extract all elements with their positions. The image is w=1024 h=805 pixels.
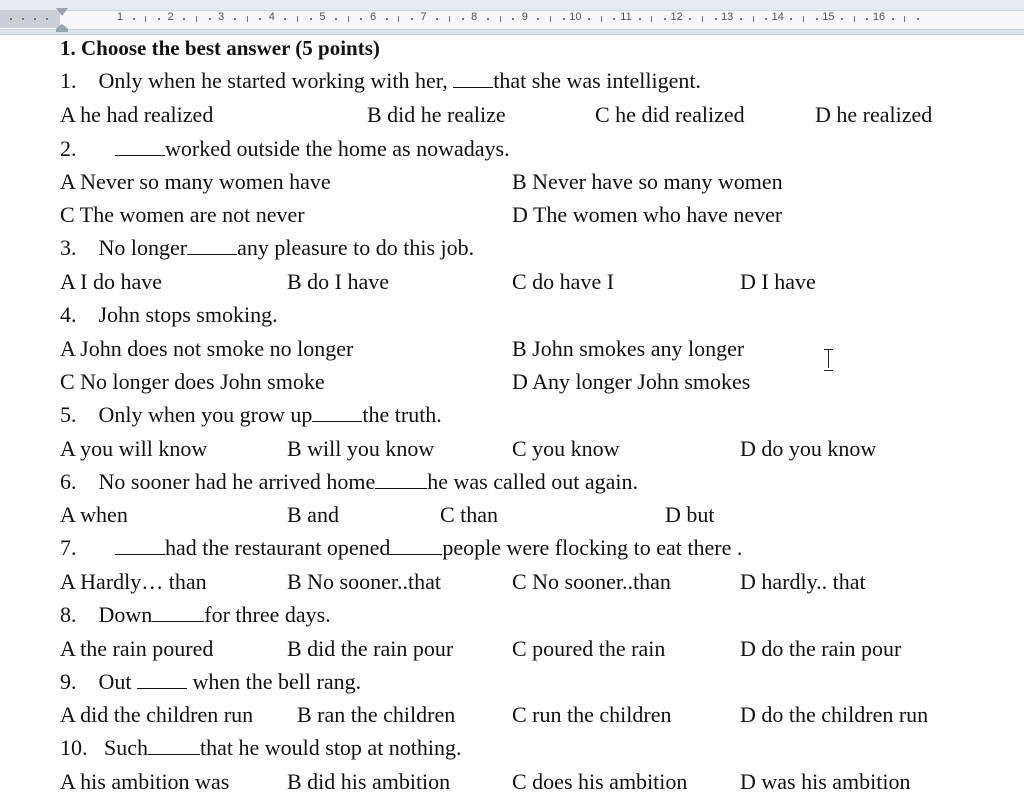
question-4: [60, 302, 278, 328]
ruler-half-tick: [904, 16, 905, 22]
answer-blank: [115, 137, 165, 156]
question-9: [60, 669, 361, 695]
ruler-quarter-dot: [664, 18, 666, 20]
ruler-number: 7: [420, 11, 427, 23]
ruler-quarter-dot: [613, 18, 615, 20]
ruler-half-tick: [803, 16, 804, 22]
question-number: 1.: [60, 68, 77, 93]
first-line-indent-marker[interactable]: [56, 8, 68, 16]
question-text: John stops smoking.: [98, 302, 278, 327]
option-c[interactable]: C than: [440, 502, 499, 527]
question-number: 7.: [60, 535, 77, 560]
question-8: [60, 602, 331, 628]
answer-blank: [312, 403, 362, 422]
question-number: 8.: [60, 602, 77, 627]
option-b[interactable]: B ran the children: [297, 702, 456, 727]
ruler-number: 14: [771, 11, 784, 23]
ruler-half-tick: [348, 16, 349, 22]
option-a[interactable]: A the rain poured: [60, 636, 214, 661]
option-d[interactable]: D but: [665, 502, 715, 527]
ruler-half-tick: [550, 16, 551, 22]
question-text: No longer: [98, 235, 188, 260]
ruler-quarter-dot: [335, 18, 337, 20]
question-number: 4.: [60, 302, 77, 327]
document-page[interactable]: [0, 34, 1024, 805]
question-7: [60, 535, 742, 561]
option-c[interactable]: C poured the rain: [512, 636, 666, 661]
question-text: that she was intelligent.: [493, 68, 701, 93]
answer-blank: [148, 736, 200, 755]
option-d[interactable]: D I have: [740, 269, 816, 294]
ruler-half-tick: [449, 16, 450, 22]
question-text: Such: [104, 735, 148, 760]
ruler-half-tick: [145, 16, 146, 22]
option-a[interactable]: A he had realized: [60, 102, 214, 127]
option-b[interactable]: B John smokes any longer: [512, 336, 745, 361]
question-10: [60, 735, 462, 761]
ruler-number: 10: [569, 11, 582, 23]
option-c[interactable]: C No sooner..than: [512, 569, 671, 594]
option-b[interactable]: B do I have: [287, 269, 390, 294]
answer-blank: [375, 470, 427, 489]
question-text: Out: [98, 669, 137, 694]
ruler-half-tick: [651, 16, 652, 22]
question-text: Only when you grow up: [98, 402, 313, 427]
question-text: worked outside the home as nowadays.: [165, 136, 510, 161]
ruler-number: 4: [268, 11, 275, 23]
ruler-quarter-dot: [790, 18, 792, 20]
ruler-half-tick: [753, 16, 754, 22]
answer-blank: [115, 536, 165, 555]
ruler-left-margin: [0, 10, 60, 28]
question-3: [60, 235, 474, 261]
option-d[interactable]: D The women who have never: [512, 202, 783, 227]
ruler-quarter-dot: [209, 18, 211, 20]
ruler-number: 16: [872, 11, 886, 23]
option-c[interactable]: C do have I: [512, 269, 615, 294]
option-b[interactable]: B did he realize: [367, 102, 506, 127]
ruler-quarter-dot: [436, 18, 438, 20]
option-a[interactable]: A when: [60, 502, 128, 527]
ruler-number: 5: [319, 11, 326, 23]
option-d[interactable]: D was his ambition: [740, 769, 911, 794]
ruler-quarter-dot: [46, 18, 48, 20]
question-text: for three days.: [204, 602, 331, 627]
question-text: had the restaurant opened: [165, 535, 391, 560]
option-b[interactable]: B did his ambition: [287, 769, 451, 794]
option-c[interactable]: C No longer does John smoke: [60, 369, 325, 394]
question-text: Only when he started working with her,: [98, 68, 454, 93]
question-number: 9.: [60, 669, 77, 694]
ruler-number: 1: [116, 11, 124, 23]
option-d[interactable]: D hardly.. that: [740, 569, 866, 594]
ruler-half-tick: [247, 16, 248, 22]
ruler-half-tick: [601, 16, 602, 22]
ruler-number: 15: [822, 11, 835, 23]
option-c[interactable]: C run the children: [512, 702, 672, 727]
option-d[interactable]: D do the children run: [740, 702, 929, 727]
ruler[interactable]: [0, 0, 1024, 35]
ruler-quarter-dot: [816, 18, 818, 20]
ruler-quarter-dot: [183, 18, 185, 20]
option-a[interactable]: A you will know: [60, 436, 208, 461]
question-number: 10.: [60, 735, 88, 760]
ruler-quarter-dot: [158, 18, 160, 20]
option-b[interactable]: B and: [287, 502, 339, 527]
section-title: 1. Choose the best answer (5 points): [60, 36, 380, 60]
ruler-half-tick: [702, 16, 703, 22]
question-text: Down: [98, 602, 153, 627]
option-d[interactable]: D do the rain pour: [740, 636, 902, 661]
ruler-quarter-dot: [411, 18, 413, 20]
question-number: 3.: [60, 235, 77, 260]
option-a[interactable]: A his ambition was: [60, 769, 230, 794]
question-text: No sooner had he arrived home: [98, 469, 376, 494]
ruler-quarter-dot: [537, 18, 539, 20]
ruler-number: 12: [670, 11, 683, 23]
ruler-half-tick: [500, 16, 501, 22]
ruler-quarter-dot: [765, 18, 767, 20]
option-b[interactable]: B Never have so many women: [512, 169, 783, 194]
question-text: people were flocking to eat there .: [442, 535, 743, 560]
ruler-quarter-dot: [360, 18, 362, 20]
ruler-track: [0, 10, 1024, 30]
ruler-quarter-dot: [715, 18, 717, 20]
answer-blank: [152, 603, 204, 622]
option-c[interactable]: C does his ambition: [512, 769, 688, 794]
ruler-quarter-dot: [34, 18, 36, 20]
ruler-half-tick: [398, 16, 399, 22]
option-d[interactable]: D Any longer John smokes: [512, 369, 751, 394]
ruler-quarter-dot: [234, 18, 236, 20]
ruler-quarter-dot: [639, 18, 641, 20]
option-a[interactable]: A did the children run: [60, 702, 254, 727]
ruler-quarter-dot: [310, 18, 312, 20]
question-2: [60, 136, 510, 162]
ruler-number: 11: [620, 11, 632, 23]
question-text: when the bell rang.: [187, 669, 362, 694]
option-b[interactable]: B did the rain pour: [287, 636, 454, 661]
question-text: the truth.: [362, 402, 442, 427]
ruler-quarter-dot: [487, 18, 489, 20]
question-6: [60, 469, 638, 495]
ruler-quarter-dot: [259, 18, 261, 20]
ruler-quarter-dot: [563, 18, 565, 20]
option-d[interactable]: D he realized: [815, 102, 933, 127]
ruler-quarter-dot: [284, 18, 286, 20]
ruler-quarter-dot: [917, 18, 919, 20]
question-text: that he would stop at nothing.: [200, 735, 462, 760]
question-text: any pleasure to do this job.: [237, 235, 475, 260]
option-d[interactable]: D do you know: [740, 436, 877, 461]
option-a[interactable]: A Hardly… than: [60, 569, 207, 594]
ruler-quarter-dot: [892, 18, 894, 20]
option-c[interactable]: C The women are not never: [60, 202, 305, 227]
option-a[interactable]: A I do have: [60, 269, 163, 294]
option-a[interactable]: A John does not smoke no longer: [60, 336, 354, 361]
option-c[interactable]: C he did realized: [595, 102, 745, 127]
ruler-half-tick: [196, 16, 197, 22]
ruler-quarter-dot: [22, 18, 24, 20]
ruler-quarter-dot: [133, 18, 135, 20]
ruler-quarter-dot: [841, 18, 843, 20]
answer-blank: [453, 69, 493, 88]
ruler-number: 2: [167, 11, 174, 23]
text-cursor-icon: [824, 348, 834, 370]
option-a[interactable]: A Never so many women have: [60, 169, 331, 194]
ruler-half-tick: [854, 16, 855, 22]
ruler-quarter-dot: [462, 18, 464, 20]
answer-blank: [187, 236, 237, 255]
answer-blank: [390, 536, 442, 555]
ruler-quarter-dot: [689, 18, 691, 20]
answer-blank: [137, 670, 187, 689]
ruler-number: 9: [521, 11, 528, 23]
ruler-quarter-dot: [10, 18, 12, 20]
ruler-quarter-dot: [386, 18, 388, 20]
ruler-quarter-dot: [866, 18, 868, 20]
question-number: 2.: [60, 136, 77, 161]
ruler-quarter-dot: [740, 18, 742, 20]
ruler-number: 3: [218, 11, 225, 23]
ruler-quarter-dot: [588, 18, 590, 20]
option-b[interactable]: B No sooner..that: [287, 569, 441, 594]
option-c[interactable]: C you know: [512, 436, 620, 461]
ruler-number: 13: [721, 11, 734, 23]
option-b[interactable]: B will you know: [287, 436, 435, 461]
ruler-quarter-dot: [512, 18, 514, 20]
question-number: 6.: [60, 469, 77, 494]
ruler-half-tick: [297, 16, 298, 22]
question-number: 5.: [60, 402, 77, 427]
question-text: he was called out again.: [427, 469, 639, 494]
question-1: [60, 68, 701, 94]
ruler-number: 8: [471, 11, 478, 23]
question-5: [60, 402, 442, 428]
ruler-number: 6: [369, 11, 377, 23]
